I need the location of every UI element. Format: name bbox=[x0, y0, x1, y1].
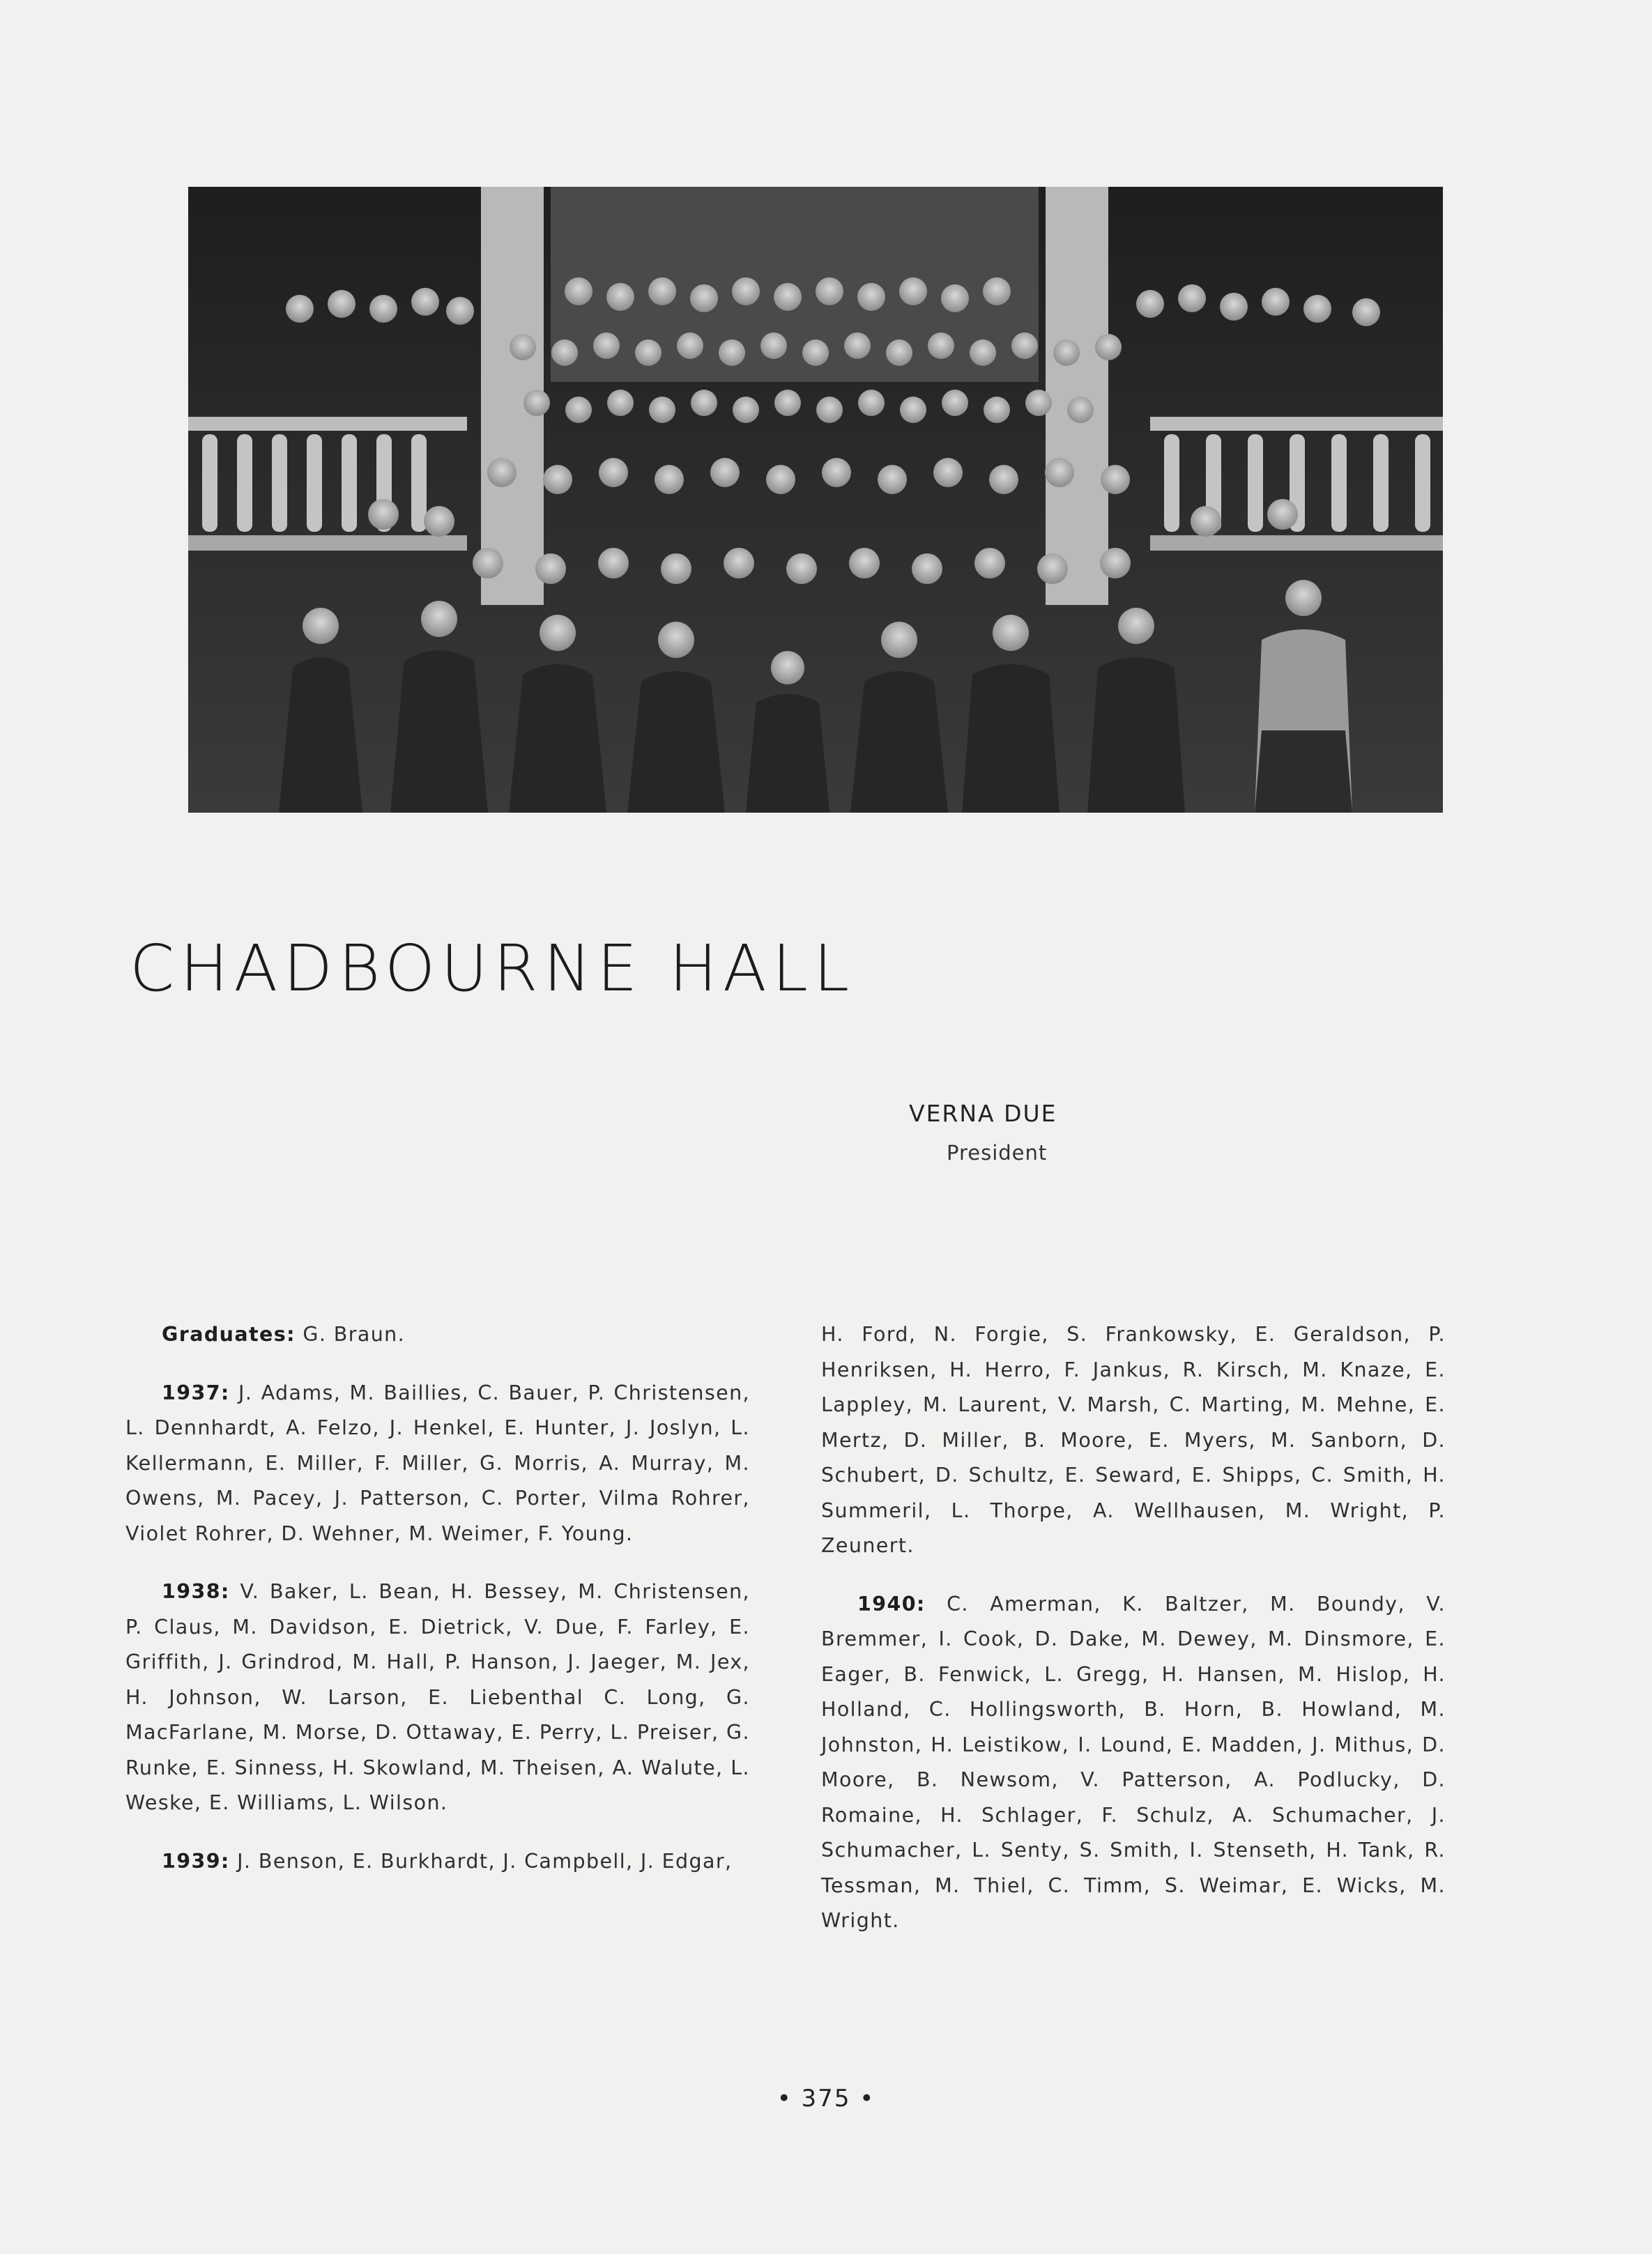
class-1939-label: 1939: bbox=[162, 1849, 230, 1873]
class-1938-names: V. Baker, L. Bean, H. Bessey, M. Christensen, P. Claus, M. Davidson, E. Dietrick, V. Due, F. Farley, E. Griffith, J. Grindrod, M. Hall, P. Hanson, J. Jaeger, M. Jex, H. Johnson, W. Larson, E. Liebenthal C. Long, G. MacFarlane, M. Morse, D. Ottaway, E. Perry, L. Preiser, G. Runke, E. Sinness, H. Skowland, M. Theisen, A. Walute, L. Weske, E. Williams, L. Wilson. bbox=[125, 1580, 750, 1814]
page-title: CHADBOURNE HALL bbox=[130, 931, 855, 1006]
class-1937-label: 1937: bbox=[162, 1381, 230, 1404]
class-1937-entry bbox=[125, 1376, 750, 1552]
class-1937-names: J. Adams, M. Baillies, C. Bauer, P. Christensen, L. Dennhardt, A. Felzo, J. Henkel, E. Hunter, J. Joslyn, L. Kellermann, E. Miller, F. Miller, G. Morris, A. Murray, M. Owens, M. Pacey, J. Patterson, C. Porter, Vilma Rohrer, Violet Rohrer, D. Wehner, M. Weimer, F. Young. bbox=[125, 1381, 750, 1545]
class-1938-label: 1938: bbox=[162, 1580, 230, 1603]
class-1940-label: 1940: bbox=[857, 1592, 926, 1616]
class-1939-entry bbox=[125, 1844, 750, 1880]
class-1940-names: C. Amerman, K. Baltzer, M. Boundy, V. Bremmer, I. Cook, D. Dake, M. Dewey, M. Dinsmore, E. Eager, B. Fenwick, L. Gregg, H. Hansen, M. Hislop, H. Holland, C. Hollingsworth, B. Horn, B. Howland, M. Johnston, H. Leistikow, I. Lound, E. Madden, J. Mithus, D. Moore, B. Newsom, V. Patterson, A. Podlucky, D. Romaine, H. Schlager, F. Schulz, A. Schumacher, J. Schumacher, L. Senty, S. Smith, I. Stenseth, H. Tank, R. Tessman, M. Thiel, C. Timm, S. Weimar, E. Wicks, M. Wright. bbox=[821, 1592, 1446, 1932]
page-number: • 375 • bbox=[777, 2085, 875, 2113]
graduates-entry bbox=[125, 1317, 750, 1353]
class-1938-entry bbox=[125, 1574, 750, 1821]
roster-left-column bbox=[125, 1317, 750, 1902]
president-role: President bbox=[947, 1141, 1048, 1165]
class-1939-continued: H. Ford, N. Forgie, S. Frankowsky, E. Geraldson, P. Henriksen, H. Herro, F. Jankus, R. Kirsch, M. Knaze, E. Lappley, M. Laurent, V. Marsh, C. Marting, M. Mehne, E. Mertz, D. Miller, B. Moore, E. Myers, M. Sanborn, D. Schubert, D. Schultz, E. Seward, E. Shipps, C. Smith, H. Summeril, L. Thorpe, A. Wellhausen, M. Wright, P. Zeunert. bbox=[821, 1323, 1446, 1557]
class-1940-entry bbox=[821, 1587, 1446, 1939]
president-name: VERNA DUE bbox=[909, 1100, 1057, 1127]
roster-right-column bbox=[821, 1317, 1446, 1962]
group-photo bbox=[188, 187, 1443, 813]
graduates-names: G. Braun. bbox=[295, 1323, 406, 1346]
graduates-label: Graduates: bbox=[162, 1323, 296, 1346]
group-photo-graphic bbox=[188, 187, 1443, 813]
class-1939-names: J. Benson, E. Burkhardt, J. Campbell, J. Edgar, bbox=[229, 1849, 733, 1873]
